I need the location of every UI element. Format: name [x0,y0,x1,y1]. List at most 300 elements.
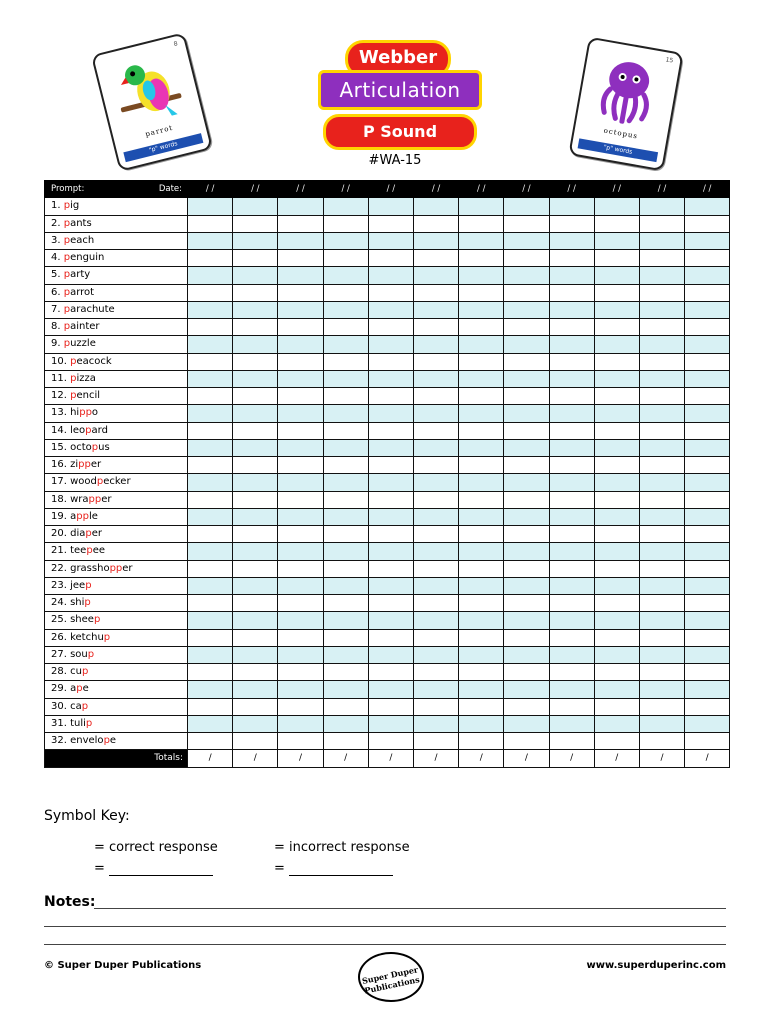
response-cell[interactable] [233,215,278,232]
response-cell[interactable] [685,646,730,663]
response-cell[interactable] [685,629,730,646]
notes-line[interactable] [44,926,726,927]
response-cell[interactable] [323,439,368,456]
response-cell[interactable] [233,664,278,681]
response-cell[interactable] [233,526,278,543]
response-cell[interactable] [323,508,368,525]
response-cell[interactable] [233,508,278,525]
response-cell[interactable] [639,250,684,267]
response-cell[interactable] [639,646,684,663]
response-cell[interactable] [549,508,594,525]
response-cell[interactable] [594,353,639,370]
response-cell[interactable] [323,526,368,543]
response-cell[interactable] [459,284,504,301]
response-cell[interactable] [368,595,413,612]
response-cell[interactable] [413,284,458,301]
response-cell[interactable] [368,681,413,698]
response-cell[interactable] [368,560,413,577]
response-cell[interactable] [549,491,594,508]
response-cell[interactable] [685,388,730,405]
response-cell[interactable] [368,698,413,715]
response-cell[interactable] [459,232,504,249]
response-cell[interactable] [413,474,458,491]
response-cell[interactable] [323,215,368,232]
response-cell[interactable] [459,215,504,232]
response-cell[interactable] [594,422,639,439]
response-cell[interactable] [323,474,368,491]
response-cell[interactable] [233,353,278,370]
response-cell[interactable] [233,405,278,422]
response-cell[interactable] [504,491,549,508]
response-cell[interactable] [639,508,684,525]
response-cell[interactable] [639,301,684,318]
response-cell[interactable] [413,646,458,663]
response-cell[interactable] [323,577,368,594]
response-cell[interactable] [459,198,504,215]
response-cell[interactable] [504,336,549,353]
response-cell[interactable] [594,698,639,715]
response-cell[interactable] [323,353,368,370]
response-cell[interactable] [504,543,549,560]
response-cell[interactable] [188,629,233,646]
response-cell[interactable] [368,664,413,681]
response-cell[interactable] [233,629,278,646]
response-cell[interactable] [685,560,730,577]
response-cell[interactable] [504,612,549,629]
response-cell[interactable] [413,526,458,543]
response-cell[interactable] [233,232,278,249]
response-cell[interactable] [459,301,504,318]
response-cell[interactable] [549,319,594,336]
response-cell[interactable] [413,319,458,336]
response-cell[interactable] [639,560,684,577]
response-cell[interactable] [685,319,730,336]
response-cell[interactable] [459,474,504,491]
response-cell[interactable] [278,439,323,456]
response-cell[interactable] [549,388,594,405]
response-cell[interactable] [594,681,639,698]
response-cell[interactable] [594,267,639,284]
response-cell[interactable] [368,577,413,594]
response-cell[interactable] [639,543,684,560]
response-cell[interactable] [549,526,594,543]
notes-line[interactable] [94,908,726,909]
response-cell[interactable] [594,543,639,560]
response-cell[interactable] [594,560,639,577]
date-cell[interactable]: / / [685,181,730,198]
response-cell[interactable] [685,526,730,543]
response-cell[interactable] [188,715,233,732]
response-cell[interactable] [368,629,413,646]
response-cell[interactable] [413,560,458,577]
response-cell[interactable] [413,215,458,232]
response-cell[interactable] [368,646,413,663]
response-cell[interactable] [504,474,549,491]
response-cell[interactable] [323,595,368,612]
response-cell[interactable] [639,405,684,422]
response-cell[interactable] [188,543,233,560]
response-cell[interactable] [368,457,413,474]
response-cell[interactable] [413,422,458,439]
response-cell[interactable] [639,439,684,456]
response-cell[interactable] [368,267,413,284]
response-cell[interactable] [188,388,233,405]
response-cell[interactable] [323,301,368,318]
response-cell[interactable] [413,698,458,715]
response-cell[interactable] [685,474,730,491]
response-cell[interactable] [413,388,458,405]
response-cell[interactable] [459,422,504,439]
response-cell[interactable] [504,267,549,284]
response-cell[interactable] [368,422,413,439]
response-cell[interactable] [368,543,413,560]
response-cell[interactable] [278,301,323,318]
response-cell[interactable] [639,681,684,698]
response-cell[interactable] [549,370,594,387]
response-cell[interactable] [459,646,504,663]
response-cell[interactable] [685,353,730,370]
response-cell[interactable] [639,664,684,681]
response-cell[interactable] [459,629,504,646]
response-cell[interactable] [639,215,684,232]
date-cell[interactable]: / / [323,181,368,198]
response-cell[interactable] [685,664,730,681]
response-cell[interactable] [233,733,278,750]
response-cell[interactable] [323,733,368,750]
response-cell[interactable] [459,319,504,336]
response-cell[interactable] [549,457,594,474]
response-cell[interactable] [685,457,730,474]
response-cell[interactable] [413,595,458,612]
total-cell[interactable]: / [188,750,233,767]
response-cell[interactable] [504,595,549,612]
total-cell[interactable]: / [413,750,458,767]
response-cell[interactable] [549,543,594,560]
response-cell[interactable] [278,646,323,663]
response-cell[interactable] [685,715,730,732]
response-cell[interactable] [233,267,278,284]
response-cell[interactable] [413,301,458,318]
response-cell[interactable] [233,198,278,215]
response-cell[interactable] [639,733,684,750]
response-cell[interactable] [504,250,549,267]
response-cell[interactable] [188,422,233,439]
response-cell[interactable] [685,422,730,439]
response-cell[interactable] [188,353,233,370]
response-cell[interactable] [459,250,504,267]
response-cell[interactable] [594,301,639,318]
response-cell[interactable] [549,284,594,301]
response-cell[interactable] [549,353,594,370]
response-cell[interactable] [504,664,549,681]
response-cell[interactable] [459,526,504,543]
response-cell[interactable] [413,543,458,560]
response-cell[interactable] [504,388,549,405]
total-cell[interactable]: / [323,750,368,767]
date-cell[interactable]: / / [233,181,278,198]
total-cell[interactable]: / [504,750,549,767]
response-cell[interactable] [233,301,278,318]
response-cell[interactable] [368,612,413,629]
response-cell[interactable] [594,198,639,215]
response-cell[interactable] [504,232,549,249]
response-cell[interactable] [639,319,684,336]
response-cell[interactable] [323,319,368,336]
response-cell[interactable] [504,405,549,422]
response-cell[interactable] [323,405,368,422]
response-cell[interactable] [413,353,458,370]
response-cell[interactable] [594,664,639,681]
response-cell[interactable] [459,560,504,577]
response-cell[interactable] [188,336,233,353]
total-cell[interactable]: / [368,750,413,767]
response-cell[interactable] [549,646,594,663]
response-cell[interactable] [413,733,458,750]
total-cell[interactable]: / [233,750,278,767]
response-cell[interactable] [278,215,323,232]
response-cell[interactable] [368,336,413,353]
response-cell[interactable] [549,577,594,594]
response-cell[interactable] [549,715,594,732]
response-cell[interactable] [323,198,368,215]
response-cell[interactable] [594,250,639,267]
response-cell[interactable] [413,198,458,215]
response-cell[interactable] [368,733,413,750]
response-cell[interactable] [639,422,684,439]
response-cell[interactable] [639,577,684,594]
response-cell[interactable] [549,336,594,353]
response-cell[interactable] [323,698,368,715]
response-cell[interactable] [413,612,458,629]
response-cell[interactable] [594,405,639,422]
response-cell[interactable] [188,560,233,577]
response-cell[interactable] [188,474,233,491]
response-cell[interactable] [188,319,233,336]
response-cell[interactable] [233,577,278,594]
response-cell[interactable] [233,612,278,629]
response-cell[interactable] [549,733,594,750]
response-cell[interactable] [188,577,233,594]
response-cell[interactable] [594,474,639,491]
response-cell[interactable] [413,336,458,353]
response-cell[interactable] [594,508,639,525]
response-cell[interactable] [323,370,368,387]
response-cell[interactable] [278,733,323,750]
response-cell[interactable] [323,250,368,267]
response-cell[interactable] [188,491,233,508]
response-cell[interactable] [594,612,639,629]
response-cell[interactable] [233,250,278,267]
response-cell[interactable] [323,715,368,732]
response-cell[interactable] [323,457,368,474]
response-cell[interactable] [685,681,730,698]
response-cell[interactable] [368,508,413,525]
response-cell[interactable] [504,526,549,543]
response-cell[interactable] [639,474,684,491]
response-cell[interactable] [549,405,594,422]
response-cell[interactable] [685,198,730,215]
response-cell[interactable] [323,388,368,405]
response-cell[interactable] [459,370,504,387]
response-cell[interactable] [413,232,458,249]
response-cell[interactable] [504,319,549,336]
date-cell[interactable]: / / [413,181,458,198]
response-cell[interactable] [188,612,233,629]
response-cell[interactable] [504,560,549,577]
response-cell[interactable] [188,681,233,698]
response-cell[interactable] [278,474,323,491]
response-cell[interactable] [413,577,458,594]
response-cell[interactable] [639,232,684,249]
response-cell[interactable] [368,353,413,370]
date-cell[interactable]: / / [459,181,504,198]
response-cell[interactable] [594,284,639,301]
response-cell[interactable] [504,439,549,456]
response-cell[interactable] [188,267,233,284]
response-cell[interactable] [685,284,730,301]
response-cell[interactable] [368,439,413,456]
response-cell[interactable] [549,267,594,284]
response-cell[interactable] [504,370,549,387]
response-cell[interactable] [459,543,504,560]
response-cell[interactable] [323,232,368,249]
response-cell[interactable] [594,215,639,232]
response-cell[interactable] [549,629,594,646]
response-cell[interactable] [368,370,413,387]
response-cell[interactable] [639,370,684,387]
response-cell[interactable] [413,250,458,267]
response-cell[interactable] [639,353,684,370]
response-cell[interactable] [188,698,233,715]
total-cell[interactable]: / [594,750,639,767]
response-cell[interactable] [278,612,323,629]
response-cell[interactable] [459,388,504,405]
response-cell[interactable] [594,629,639,646]
response-cell[interactable] [278,543,323,560]
response-cell[interactable] [413,715,458,732]
response-cell[interactable] [278,284,323,301]
response-cell[interactable] [188,198,233,215]
response-cell[interactable] [323,267,368,284]
response-cell[interactable] [685,577,730,594]
total-cell[interactable]: / [639,750,684,767]
response-cell[interactable] [278,422,323,439]
response-cell[interactable] [233,370,278,387]
response-cell[interactable] [413,267,458,284]
response-cell[interactable] [504,215,549,232]
total-cell[interactable]: / [685,750,730,767]
response-cell[interactable] [639,267,684,284]
response-cell[interactable] [413,439,458,456]
response-cell[interactable] [323,284,368,301]
response-cell[interactable] [459,733,504,750]
response-cell[interactable] [413,491,458,508]
response-cell[interactable] [549,698,594,715]
response-cell[interactable] [549,215,594,232]
response-cell[interactable] [188,232,233,249]
response-cell[interactable] [685,595,730,612]
response-cell[interactable] [278,664,323,681]
response-cell[interactable] [459,405,504,422]
response-cell[interactable] [685,733,730,750]
response-cell[interactable] [278,681,323,698]
notes-line[interactable] [44,944,726,945]
response-cell[interactable] [459,491,504,508]
response-cell[interactable] [685,370,730,387]
response-cell[interactable] [504,577,549,594]
response-cell[interactable] [233,319,278,336]
response-cell[interactable] [504,698,549,715]
response-cell[interactable] [639,388,684,405]
response-cell[interactable] [459,439,504,456]
response-cell[interactable] [459,612,504,629]
response-cell[interactable] [504,198,549,215]
response-cell[interactable] [639,336,684,353]
response-cell[interactable] [368,250,413,267]
response-cell[interactable] [594,491,639,508]
date-cell[interactable]: / / [549,181,594,198]
response-cell[interactable] [594,733,639,750]
total-cell[interactable]: / [278,750,323,767]
response-cell[interactable] [323,336,368,353]
response-cell[interactable] [549,422,594,439]
response-cell[interactable] [188,215,233,232]
response-cell[interactable] [413,664,458,681]
response-cell[interactable] [594,577,639,594]
response-cell[interactable] [459,353,504,370]
response-cell[interactable] [413,681,458,698]
response-cell[interactable] [368,232,413,249]
response-cell[interactable] [278,629,323,646]
response-cell[interactable] [188,508,233,525]
response-cell[interactable] [459,681,504,698]
response-cell[interactable] [504,457,549,474]
date-cell[interactable]: / / [188,181,233,198]
response-cell[interactable] [594,370,639,387]
response-cell[interactable] [504,508,549,525]
response-cell[interactable] [685,336,730,353]
response-cell[interactable] [278,388,323,405]
response-cell[interactable] [368,284,413,301]
response-cell[interactable] [278,370,323,387]
response-cell[interactable] [413,405,458,422]
response-cell[interactable] [413,629,458,646]
response-cell[interactable] [368,215,413,232]
response-cell[interactable] [549,250,594,267]
response-cell[interactable] [685,215,730,232]
response-cell[interactable] [504,353,549,370]
response-cell[interactable] [233,474,278,491]
response-cell[interactable] [233,457,278,474]
response-cell[interactable] [685,698,730,715]
response-cell[interactable] [685,612,730,629]
response-cell[interactable] [549,198,594,215]
response-cell[interactable] [188,439,233,456]
total-cell[interactable]: / [459,750,504,767]
response-cell[interactable] [323,560,368,577]
response-cell[interactable] [233,491,278,508]
response-cell[interactable] [594,439,639,456]
response-cell[interactable] [278,319,323,336]
response-cell[interactable] [685,301,730,318]
response-cell[interactable] [233,560,278,577]
response-cell[interactable] [233,388,278,405]
response-cell[interactable] [323,422,368,439]
response-cell[interactable] [368,198,413,215]
response-cell[interactable] [594,595,639,612]
response-cell[interactable] [549,612,594,629]
response-cell[interactable] [594,319,639,336]
